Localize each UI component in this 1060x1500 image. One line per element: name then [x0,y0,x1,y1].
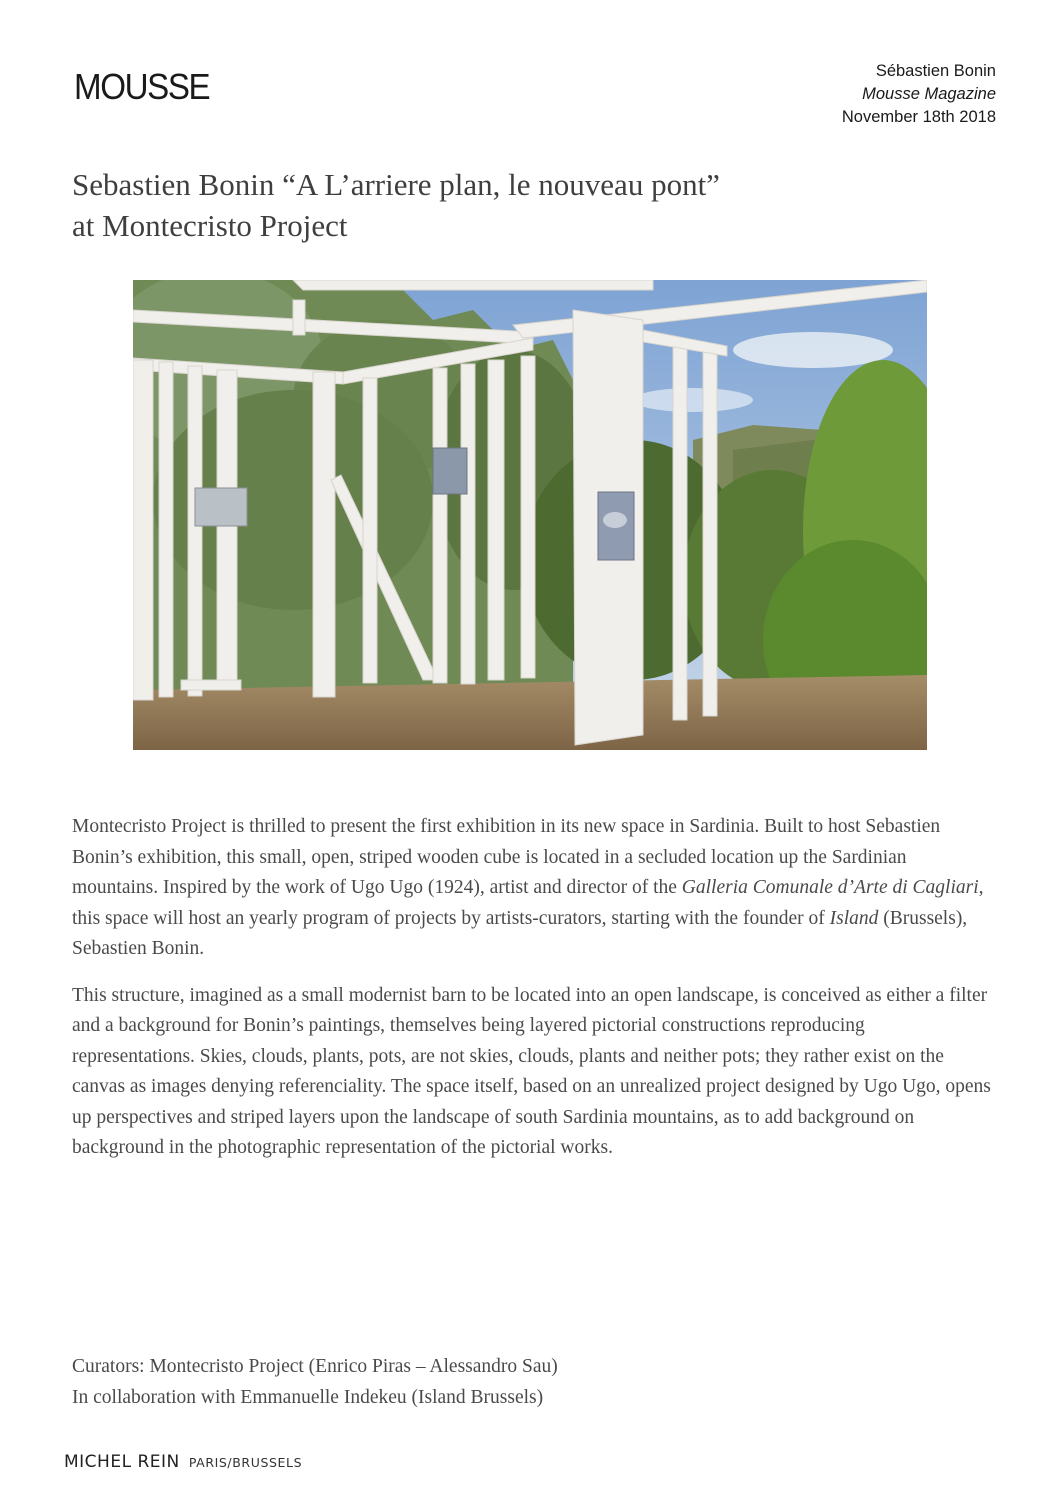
photo-post [461,364,475,684]
photo-post [363,378,377,683]
photo-post [313,372,335,697]
body-paragraph-2: This structure, imagined as a small modernist barn to be located into an open landscape, is conceived as either a filter and a background for Bonin’s paintings, themselves being layered pictorial constructions reproducing representations. Skies, clouds, plants, pots, are not skies, clouds, plants and neither pots; they rather exist on the canvas as images denying referenciality. The space itself, based on an unrealized project designed by Ugo Ugo, opens up perspectives and striped layers upon the landscape of south Sardinia mountains, as to add background on background in the photographic representation of the pictorial works. [72,984,991,1158]
gallery-brand: MICHEL REIN [64,1452,180,1472]
photo-post [217,370,237,690]
gallery-footer [64,1452,302,1472]
photo-post [673,340,687,720]
article-title [72,164,972,246]
photo-post [188,366,202,696]
photo-post [181,680,241,690]
photo-cloud [733,332,893,368]
photo-post [703,344,717,716]
photo-painting [433,448,467,494]
exhibition-photo [133,280,927,750]
body-p1-text-1: Montecristo Project is thrilled to present the first exhibition in its new space in Sardinia. Built to host Sebastien Bonin’s exhibition, this small, open, striped wooden cube is located in a secluded location up the Sardinian mountains. Inspired by the work of Ugo Ugo (1924), artist and director of the [72,816,941,898]
collaboration-line: In collaboration with Emmanuelle Indekeu (Island Brussels) [72,1386,544,1408]
body-p1-italic-gallery: Galleria Comunale d’Arte di Cagliari [681,877,979,898]
photo-cloud [633,388,753,412]
body-p1-text-2: , this space will host an yearly program of projects by artists-curators, starting with the founder of [72,877,984,929]
mousse-logo: MOUSSE [74,66,210,107]
photo-painting-detail [603,512,627,528]
publication-date: November 18th 2018 [841,108,996,126]
article-meta [842,60,996,129]
photo-post [293,300,305,335]
photo-beam [293,280,653,290]
photo-post [433,368,447,683]
body-p1-text-3: (Brussels), Sebastien Bonin. [72,907,968,959]
title-line-1: Sebastien Bonin “A L’arriere plan, le nouveau pont” [72,167,720,202]
gallery-cities: PARIS/BRUSSELS [188,1455,303,1470]
photo-post [521,356,535,678]
body-p1-italic-island: Island [829,907,879,929]
article-body [72,812,992,1180]
curators-line: Curators: Montecristo Project (Enrico Piras – Alessandro Sau) [72,1356,558,1377]
photo-post [488,360,504,680]
title-line-2: at Montecristo Project [72,208,348,243]
photo-post [159,362,173,697]
photo-post [133,360,153,700]
publication-name: Mousse Magazine [862,85,996,103]
credits [72,1352,992,1413]
photo-painting [195,488,247,526]
body-paragraph-1 [72,812,992,965]
author-name: Sébastien Bonin [875,62,996,80]
